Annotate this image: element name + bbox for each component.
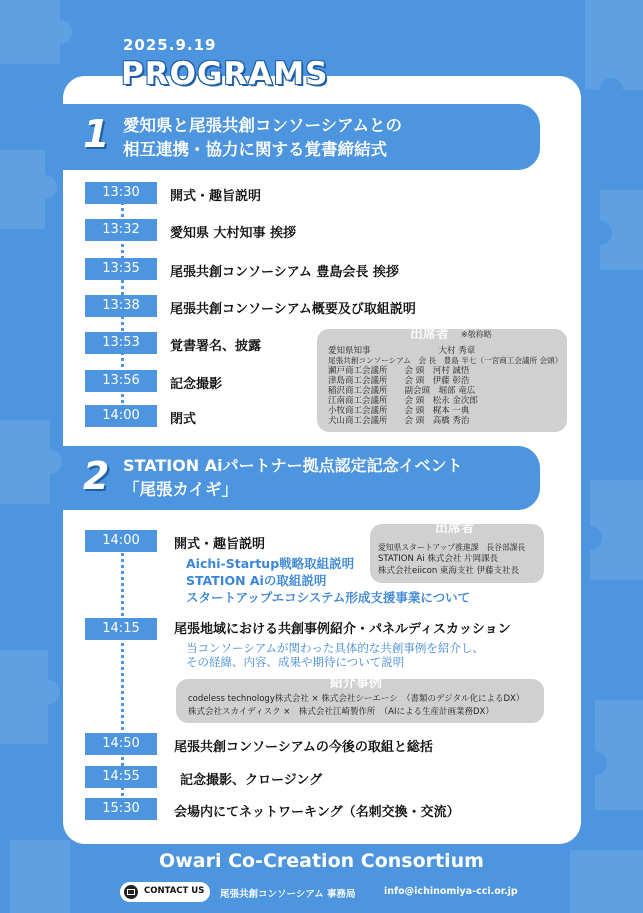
panel-description: 当コンソーシアムが関わった具体的な共創事例を紹介し、 <box>186 641 484 655</box>
section1-title-line2: 相互連携・協力に関する覚書締結式 <box>123 140 387 159</box>
panel-description: その経緯、内容、成果や期待について説明 <box>186 655 405 669</box>
organization-name: Owari Co-Creation Consortium <box>159 850 484 872</box>
section2-header <box>63 446 540 510</box>
section2-attendees-title: 出席者 <box>435 521 475 536</box>
attendee: 犬山商工会議所 会 頭 高橋 秀治 <box>328 416 470 426</box>
section2-title-line2: 「尾張カイギ」 <box>123 480 239 499</box>
program-item: 尾張共創コンソーシアムの今後の取組と総括 <box>174 740 433 755</box>
program-item: 愛知県 大村知事 挨拶 <box>170 226 297 241</box>
contact-label: CONTACT US <box>144 886 205 896</box>
attendee: 瀬戸商工会議所 会 頭 河村 誠悟 <box>328 366 470 376</box>
program-item: 記念撮影 <box>170 377 223 392</box>
sub-item: STATION Aiの取組説明 <box>186 573 327 588</box>
cases-title: 紹介事例 <box>330 676 383 691</box>
sub-item: スタートアップエコシステム形成支援事業について <box>186 590 471 605</box>
attendee: 愛知県スタートアップ推進課 長谷部課長 <box>378 543 526 552</box>
attendee: 江南商工会議所 会 頭 松永 金次郎 <box>328 396 478 406</box>
attendee: 愛知県知事 大村 秀章 <box>328 346 476 356</box>
program-item: 覚書署名、披露 <box>170 339 262 354</box>
program-item: 会場内にてネットワーキング（名刺交換・交流） <box>174 805 460 820</box>
section1-attendees-title: 出席者 <box>410 327 450 342</box>
program-item: 開式・趣旨説明 <box>174 537 266 552</box>
mail-icon <box>124 885 138 899</box>
section1-number: 1 <box>83 112 110 156</box>
time-badge: 15:30 <box>85 798 157 820</box>
time-badge: 13:32 <box>85 219 157 241</box>
program-item: 尾張共創コンソーシアム 豊島会長 挨拶 <box>170 265 399 280</box>
case-item: 株式会社スカイディスク × 株式会社江崎製作所 （AIによる生産計画業務DX） <box>188 707 494 717</box>
section1-title-line1: 愛知県と尾張共創コンソーシアムとの <box>123 116 403 135</box>
program-item: 尾張地域における共創事例紹介・パネルディスカッション <box>174 622 511 637</box>
section2-number: 2 <box>83 454 110 498</box>
time-badge: 14:50 <box>85 733 157 755</box>
time-badge: 13:53 <box>85 332 157 354</box>
page-title: PROGRAMS <box>121 56 329 92</box>
sub-item: Aichi-Startup戦略取組説明 <box>186 556 355 571</box>
program-item: 記念撮影、クロージング <box>180 773 323 788</box>
section2-title-line1: STATION Aiパートナー拠点認定記念イベント <box>123 456 463 475</box>
time-badge: 14:55 <box>85 766 157 788</box>
time-badge: 14:15 <box>85 618 157 640</box>
contact-email[interactable]: info@ichinomiya-cci.or.jp <box>384 886 518 897</box>
attendees-note: ※敬称略 <box>461 330 492 339</box>
time-badge: 13:56 <box>85 370 157 392</box>
time-badge: 14:00 <box>85 530 157 552</box>
time-badge: 14:00 <box>85 405 157 427</box>
time-badge: 13:35 <box>85 258 157 280</box>
section1-header <box>63 104 540 170</box>
attendee: 尾張共創コンソーシアム 会 長 豊島 半七（一宮商工会議所 会頭） <box>328 356 563 365</box>
attendee: 稲沢商工会議所 副会頭 堀部 竜広 <box>328 386 476 396</box>
attendee: STATION Ai 株式会社 片岡課長 <box>378 554 499 564</box>
attendee: 小牧商工会議所 会 頭 梶本 一典 <box>328 406 470 416</box>
time-badge: 13:38 <box>85 295 157 317</box>
event-date: 2025.9.19 <box>123 36 217 54</box>
program-item: 閉式 <box>170 412 197 427</box>
contact-badge <box>120 882 210 902</box>
attendee: 津島商工会議所 会 頭 伊藤 彰浩 <box>328 376 470 386</box>
case-item: codeless technology株式会社 × 株式会社シーエーシ （書類のデジタル化によるDX） <box>188 694 525 704</box>
attendee: 株式会社eiicon 東海支社 伊藤支社長 <box>378 566 520 576</box>
time-badge: 13:30 <box>85 182 157 204</box>
office-name: 尾張共創コンソーシアム 事務局 <box>220 889 356 900</box>
program-item: 尾張共創コンソーシアム概要及び取組説明 <box>170 302 416 317</box>
program-item: 開式・趣旨説明 <box>170 189 262 204</box>
